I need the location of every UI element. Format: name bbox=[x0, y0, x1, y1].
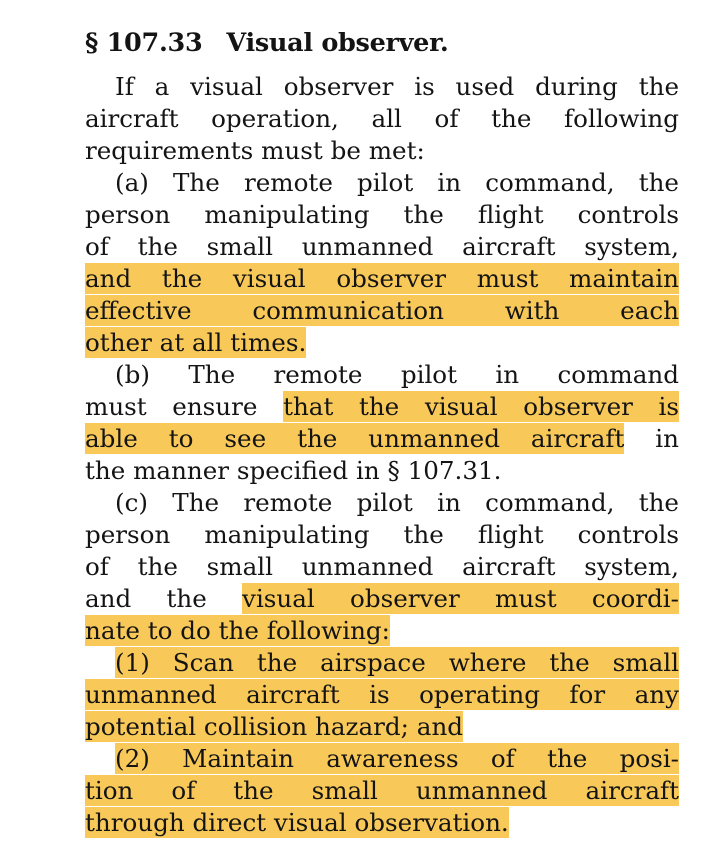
section-number: § 107.33 bbox=[85, 28, 203, 58]
text-line bbox=[85, 199, 679, 231]
highlighted-text: effective communication with each bbox=[85, 296, 679, 325]
highlighted-text: that the visual observer is bbox=[283, 392, 679, 421]
highlighted-text: and the visual observer must maintain bbox=[85, 264, 679, 293]
text-line bbox=[85, 455, 679, 487]
text-line bbox=[85, 647, 679, 679]
highlighted-text: (1) Scan the airspace where the small bbox=[115, 648, 679, 677]
text-line bbox=[85, 519, 679, 551]
highlighted-text: able to see the unmanned aircraft bbox=[85, 424, 625, 453]
text-line bbox=[85, 551, 679, 583]
text-line bbox=[85, 295, 679, 327]
text-line bbox=[85, 359, 679, 391]
text-line bbox=[85, 167, 679, 199]
text-line bbox=[85, 391, 679, 423]
body-text: of the small unmanned aircraft system, bbox=[85, 552, 679, 581]
text-line bbox=[85, 679, 679, 711]
highlighted-text: (2) Maintain awareness of the posi- bbox=[115, 744, 679, 773]
body-text: requirements must be met: bbox=[85, 136, 425, 165]
section-title: Visual observer. bbox=[226, 28, 449, 58]
text-line bbox=[85, 807, 679, 839]
text-line bbox=[85, 711, 679, 743]
text-line bbox=[85, 743, 679, 775]
highlighted-text: unmanned aircraft is operating for any bbox=[85, 680, 679, 709]
body-text: (a) The remote pilot in command, the bbox=[115, 168, 679, 197]
section-heading bbox=[85, 27, 448, 59]
text-line bbox=[85, 615, 679, 647]
highlighted-text: through direct visual observation. bbox=[85, 808, 509, 837]
body-text: (b) The remote pilot in command bbox=[115, 360, 679, 389]
body-text: and the bbox=[85, 584, 243, 613]
text-line bbox=[85, 487, 679, 519]
text-line bbox=[85, 135, 679, 167]
body-text: person manipulating the flight controls bbox=[85, 520, 679, 549]
text-line bbox=[85, 263, 679, 295]
text-line bbox=[85, 327, 679, 359]
text-line bbox=[85, 775, 679, 807]
highlighted-text: potential collision hazard; and bbox=[85, 712, 464, 741]
body-text: (c) The remote pilot in command, the bbox=[115, 488, 679, 517]
text-line bbox=[85, 583, 679, 615]
body-text: person manipulating the flight controls bbox=[85, 200, 679, 229]
body-text: must ensure bbox=[85, 392, 284, 421]
body-text: in bbox=[624, 424, 679, 453]
body-text: of the small unmanned aircraft system, bbox=[85, 232, 679, 261]
highlighted-text: other at all times. bbox=[85, 328, 307, 357]
text-line bbox=[85, 103, 679, 135]
body-text: If a visual observer is used during the bbox=[115, 72, 679, 101]
text-line bbox=[85, 231, 679, 263]
highlighted-text: visual observer must coordi- bbox=[242, 584, 679, 613]
text-line bbox=[85, 71, 679, 103]
body-text: the manner specified in § 107.31. bbox=[85, 456, 502, 485]
highlighted-text: nate to do the following: bbox=[85, 616, 390, 645]
body-text: aircraft operation, all of the following bbox=[85, 104, 679, 133]
highlighted-text: tion of the small unmanned aircraft bbox=[85, 776, 679, 805]
text-line bbox=[85, 423, 679, 455]
